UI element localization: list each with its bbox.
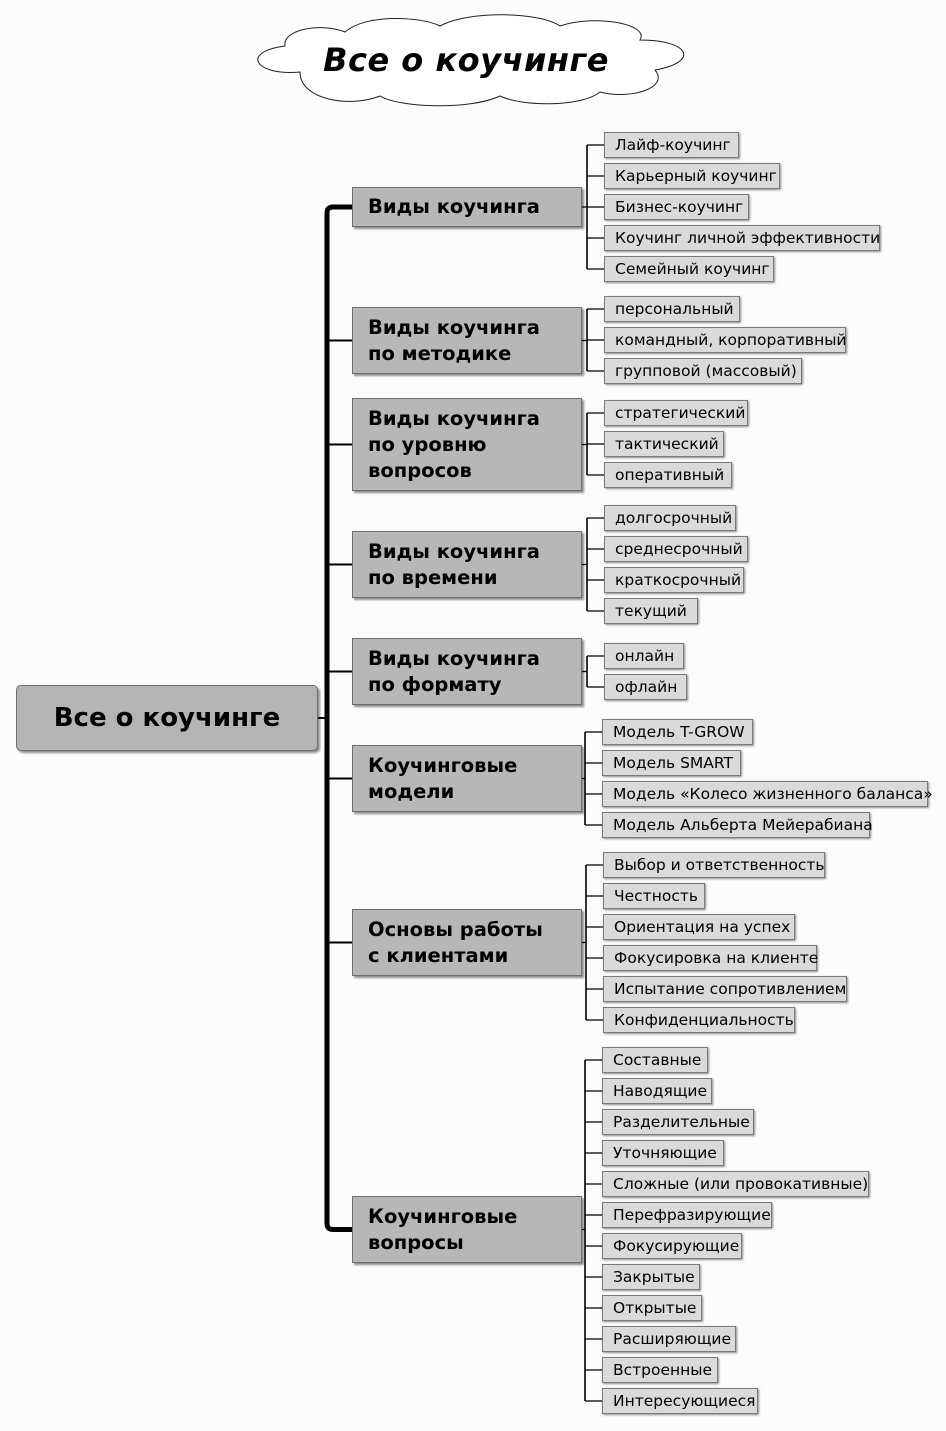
leaf-node: Модель Альберта Мейерабиана <box>602 812 870 838</box>
leaf-node: онлайн <box>604 643 684 669</box>
root-node: Все о коучинге <box>16 685 318 751</box>
branch-node: Виды коучинга <box>352 187 582 227</box>
leaf-node: текущий <box>604 598 698 624</box>
leaf-node: Сложные (или провокативные) <box>602 1171 869 1197</box>
leaf-node: персональный <box>604 296 740 322</box>
leaf-node: Фокусировка на клиенте <box>603 945 817 971</box>
leaf-node: Расширяющие <box>602 1326 736 1352</box>
leaf-node: среднесрочный <box>604 536 748 562</box>
leaf-node: командный, корпоративный <box>604 327 846 353</box>
leaf-node: тактический <box>604 431 724 457</box>
leaf-node: Карьерный коучинг <box>604 163 780 189</box>
leaf-node: Составные <box>602 1047 708 1073</box>
main-spine <box>327 207 352 1230</box>
leaf-node: Модель SMART <box>602 750 741 776</box>
leaf-node: офлайн <box>604 674 687 700</box>
leaf-node: Перефразирующие <box>602 1202 772 1228</box>
leaf-node: Бизнес-коучинг <box>604 194 749 220</box>
leaf-node: Лайф-коучинг <box>604 132 739 158</box>
branch-node: Виды коучинга по формату <box>352 638 582 705</box>
leaf-node: Уточняющие <box>602 1140 724 1166</box>
leaf-node: Фокусирующие <box>602 1233 742 1259</box>
page-title: Все о коучинге <box>323 41 609 79</box>
leaf-node: Разделительные <box>602 1109 754 1135</box>
branch-node: Коучинговые вопросы <box>352 1196 582 1263</box>
branch-node: Виды коучинга по времени <box>352 531 582 598</box>
leaf-node: краткосрочный <box>604 567 744 593</box>
leaf-node: долгосрочный <box>604 505 736 531</box>
leaf-node: Интересующиеся <box>602 1388 758 1414</box>
leaf-node: Честность <box>603 883 705 909</box>
leaf-node: Конфиденциальность <box>603 1007 795 1033</box>
leaf-node: оперативный <box>604 462 732 488</box>
leaf-node: Ориентация на успех <box>603 914 795 940</box>
branch-node: Виды коучинга по уровню вопросов <box>352 398 582 491</box>
leaf-node: Наводящие <box>602 1078 712 1104</box>
leaf-node: Выбор и ответственность <box>603 852 825 878</box>
leaf-node: Коучинг личной эффективности <box>604 225 880 251</box>
branch-node: Виды коучинга по методике <box>352 307 582 374</box>
leaf-node: Семейный коучинг <box>604 256 774 282</box>
leaf-node: Модель T-GROW <box>602 719 753 745</box>
leaf-node: Закрытые <box>602 1264 700 1290</box>
branch-node: Коучинговые модели <box>352 745 582 812</box>
leaf-node: Открытые <box>602 1295 702 1321</box>
leaf-node: стратегический <box>604 400 748 426</box>
branch-node: Основы работы с клиентами <box>352 909 582 976</box>
leaf-node: групповой (массовый) <box>604 358 802 384</box>
leaf-node: Модель «Колесо жизненного баланса» <box>602 781 928 807</box>
leaf-node: Встроенные <box>602 1357 718 1383</box>
leaf-node: Испытание сопротивлением <box>603 976 847 1002</box>
